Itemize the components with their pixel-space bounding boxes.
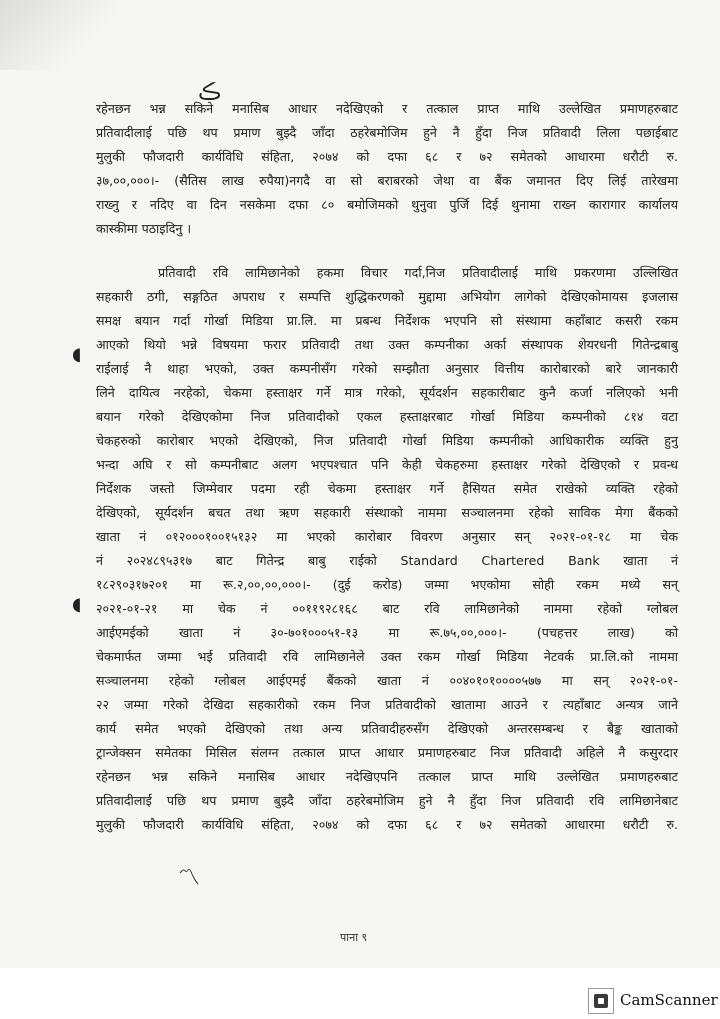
text-line: नं २०२४८९५३१७ बाट गितेन्द्र बाबु राईको Standard Chartered Bank खाता नं (96, 553, 678, 568)
text-line: १८२९०३१७२०१ मा रू.२,००,००,०००।- (दुई करोड) जम्मा भएकोमा सोही रकम मध्ये सन् (96, 577, 678, 592)
handwritten-mark: ڪ (198, 80, 222, 105)
text-line: कास्कीमा पठाइदिनु । (96, 221, 192, 236)
handwritten-initial: 〽 (178, 866, 201, 891)
text-line: प्रतिवादीलाई पछि थप प्रमाण बुझ्दै जाँदा ठहरेबमोजिम हुने नै हुँदा निज प्रतिवादी लिला पछाईबाट (96, 125, 678, 140)
text-line: खाता नं ०१२०००१००१५१३२ मा भएको कारोबार विवरण अनुसार सन् २०२१-०१-१८ मा चेक (96, 529, 678, 544)
text-line: राईलाई नै थाहा भएको, उक्त कम्पनीसँग गरेको सम्झौता अनुसार वित्तीय कारोबारको बारे जानकारी (96, 361, 678, 376)
text-line: भन्दा अघि र सो कम्पनीबाट अलग भएपश्चात पनि केही चेकहरुमा हस्ताक्षर गरेको देखिएको र प्रवन्ध (96, 457, 678, 472)
punch-hole-mark: ◖ (72, 344, 82, 365)
text-line: बयान गरेको देखिएकोमा निज प्रतिवादीको एकल हस्ताक्षरबाट गोर्खा मिडिया कम्पनीको ८१४ वटा (96, 409, 678, 424)
text-line: रहेनछन भन्न सकिने मनासिब आधार नदेखिएपनि तत्काल प्राप्त माथि उल्लेखित प्रमाणहरुबाट (96, 769, 678, 784)
text-line: लिने दायित्व नरहेको, चेकमा हस्ताक्षर गर्ने मात्र गरेको, सूर्यदर्शन सहकारीबाट कुनै कर्जा नलिएको भनी (96, 385, 678, 400)
text-line: सञ्चालनमा रहेको ग्लोबल आईएमई बैंकको खाता नं ००४०१०१००००५७७ मा सन् २०२१-०१- (96, 673, 678, 688)
text-line: सहकारी ठगी, सङ्गठित अपराध र सम्पत्ति शुद्धिकरणको मुद्दामा अभियोग लागेको देखिएकोमायस इजलास (96, 289, 678, 304)
text-line: मुलुकी फौजदारी कार्यविधि संहिता, २०७४ को दफा ६८ र ७२ समेतको आधारमा धरौटी रु. (96, 817, 678, 832)
text-line: देखिएको, सूर्यदर्शन बचत तथा ऋण सहकारी संस्थाको नाममा सञ्चालनमा रहेको साविक मेगा बैंकको (96, 505, 678, 520)
text-line: आईएमईको खाता नं ३०-७०१०००५१-१३ मा रू.७५,००,०००।- (पचहत्तर लाख) को (96, 625, 678, 640)
text-line: ३७,००,०००।- (सैतिस लाख रुपैया)नगदै वा सो बराबरको जेथा वा बैंक जमानत दिए लिई तारेखमा (96, 173, 678, 188)
text-line: २२ जम्मा गरेको देखिदा सहकारीको रकम निज प्रतिवादीको खातामा आउने र त्यहाँबाट अन्यत्र जाने (96, 697, 678, 712)
camscanner-label: CamScanner (620, 991, 718, 1009)
text-line: प्रतिवादी रवि लामिछानेको हकमा विचार गर्दा,निज प्रतिवादीलाई माथि प्रकरणमा उल्लिखित (158, 265, 678, 280)
text-line: चेकमार्फत जम्मा भई प्रतिवादी रवि लामिछानेले उक्त रकम गोर्खा मिडिया नेटवर्क प्रा.लि.को नाममा (96, 649, 678, 664)
text-line: आएको थियो भन्ने विषयमा फरार प्रतिवादी तथा उक्त कम्पनीका अर्का संस्थापक शेयरधनी गितेन्द्रबाबु (96, 337, 678, 352)
text-line: मुलुकी फौजदारी कार्यविधि संहिता, २०७४ को दफा ६८ र ७२ समेतको आधारमा धरौटी रु. (96, 149, 678, 164)
text-line: राख्नु र नदिए वा दिन नसकेमा दफा ८० बमोजिमको थुनुवा पुर्जि दिई थुनामा राख्न कारागार कार्यालय (96, 197, 678, 212)
text-line: निर्देशक जस्तो जिम्मेवार पदमा रही चेकमा हस्ताक्षर गर्ने हैसियत समेत राखेको व्यक्ति रहेको (96, 481, 678, 496)
text-line: २०२१-०१-२१ मा चेक नं ००११९२८१६८ बाट रवि लामिछानेको नाममा रहेको ग्लोबल (96, 601, 678, 616)
text-line: प्रतिवादीलाई पछि थप प्रमाण बुझ्दै जाँदा ठहरेबमोजिम हुने नै हुँदा निज प्रतिवादी रवि लामिछानेबाट (96, 793, 678, 808)
text-line: रहेनछन भन्न सकिने मनासिब आधार नदेखिएको र तत्काल प्राप्त माथि उल्लेखित प्रमाणहरुबाट (96, 101, 678, 116)
camscanner-logo-icon (588, 988, 614, 1014)
punch-hole-mark: ◖ (72, 594, 82, 615)
text-line: कार्य समेत भएको देखिएको तथा अन्य प्रतिवादीहरुसँग देखिएको अन्तरसम्बन्ध र बैङ्क खाताको (96, 721, 678, 736)
page-number: पाना ९ (340, 931, 368, 944)
text-line: समक्ष बयान गर्दा गोर्खा मिडिया प्रा.लि. मा प्रबन्ध निर्देशक भएपनि सो संस्थामा कहाँबाट कसरी रकम (96, 313, 678, 328)
text-line: ट्रान्जेक्सन समेतका मिसिल संलग्न तत्काल प्राप्त आधार प्रमाणहरुबाट निज प्रतिवादी अहिले नै कसुरदार (96, 745, 678, 760)
text-line: चेकहरुको कारोबार भएको देखिएको, निज प्रतिवादी गोर्खा मिडिया कम्पनीको आधिकारीक व्यक्ति हुनु (96, 433, 678, 448)
